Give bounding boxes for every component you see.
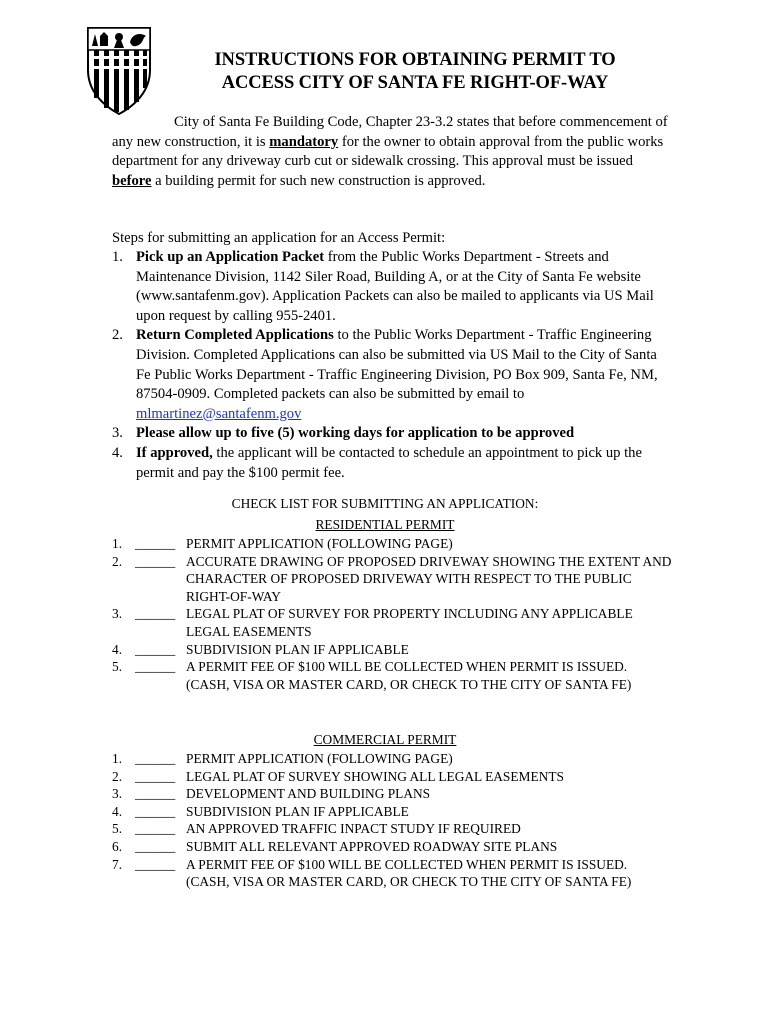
intro-text-1: City of Santa Fe Building Code, Chapter 23-3.2 states that before commencement of any new construction, it is [112, 114, 668, 150]
checklist-item [112, 553, 672, 606]
step-number: 4. [112, 444, 123, 461]
commercial-checklist [112, 750, 672, 891]
item-number: 3. [112, 606, 123, 622]
checkbox-blank: ______ [135, 553, 176, 569]
step-item [112, 424, 672, 444]
step-text: from the Public Works Department - Streets and Maintenance Division, 1142 Siler Road, Building A, or at the City of Santa Fe website (www.santafenm.gov). Application Packets can also be mailed to applicants via US Mail upon request by calling 955-2401. [136, 249, 654, 324]
checklist-item [112, 535, 672, 553]
intro-text-3: a building permit for such new construction is approved. [151, 172, 486, 189]
item-text: AN APPROVED TRAFFIC INPACT STUDY IF REQUIRED [186, 821, 521, 837]
step-number: 2. [112, 327, 123, 344]
item-text: PERMIT APPLICATION (FOLLOWING PAGE) [186, 536, 453, 551]
intro-before: before [112, 172, 152, 189]
step-bold: If approved, [136, 444, 213, 461]
step-item [112, 444, 672, 483]
item-number: 1. [112, 751, 123, 766]
checkbox-blank: ______ [135, 606, 176, 622]
checklist-item [112, 750, 672, 768]
item-number: 2. [112, 553, 123, 569]
intro-mandatory: mandatory [269, 133, 339, 150]
commercial-heading: COMMERCIAL PERMIT [313, 732, 457, 747]
item-number: 5. [112, 821, 123, 837]
checklist-item [112, 803, 672, 821]
checkbox-blank: ______ [135, 641, 176, 657]
checklist-heading: CHECK LIST FOR SUBMITTING AN APPLICATION: [231, 496, 539, 511]
checklist-item [112, 768, 672, 786]
item-text: ACCURATE DRAWING OF PROPOSED DRIVEWAY SHOWING THE EXTENT AND CHARACTER OF PROPOSED DRIVEWAY WITH RESPECT TO THE PUBLIC RIGHT-OF-WAY [186, 553, 672, 604]
item-number: 1. [112, 536, 123, 551]
item-text: SUBMIT ALL RELEVANT APPROVED ROADWAY SITE PLANS [186, 838, 558, 854]
step-text: the applicant will be contacted to schedule an appointment to pick up the permit and pay the $100 permit fee. [136, 444, 642, 481]
item-text: A PERMIT FEE OF $100 WILL BE COLLECTED WHEN PERMIT IS ISSUED. (CASH, VISA OR MASTER CARD, OR CHECK TO THE CITY OF SANTA FE) [186, 856, 632, 890]
step-item [112, 326, 672, 424]
title-line-1: INSTRUCTIONS FOR OBTAINING PERMIT TO [214, 50, 616, 70]
checklist-item [112, 658, 672, 693]
steps-list [112, 248, 672, 483]
item-number: 7. [112, 856, 123, 872]
item-text: LEGAL PLAT OF SURVEY FOR PROPERTY INCLUDING ANY APPLICABLE LEGAL EASEMENTS [186, 606, 633, 639]
checkbox-blank: ______ [135, 786, 176, 802]
city-seal-logo [86, 26, 152, 116]
item-number: 5. [112, 659, 123, 675]
item-number: 2. [112, 768, 123, 784]
step-bold: Please allow up to five (5) working days for application to be approved [136, 425, 575, 442]
checkbox-blank: ______ [135, 838, 176, 854]
checkbox-blank: ______ [135, 821, 176, 837]
checkbox-blank: ______ [135, 768, 176, 784]
checkbox-blank: ______ [135, 536, 176, 551]
step-bold: Return Completed Applications [136, 327, 334, 344]
step-number: 1. [112, 249, 123, 265]
checkbox-blank: ______ [135, 659, 176, 675]
item-text: DEVELOPMENT AND BUILDING PLANS [186, 786, 431, 802]
checkbox-blank: ______ [135, 751, 176, 766]
step-bold: Pick up an Application Packet [136, 249, 325, 265]
item-number: 4. [112, 803, 123, 819]
item-text: SUBDIVISION PLAN IF APPLICABLE [186, 641, 409, 657]
residential-heading: RESIDENTIAL PERMIT [315, 517, 455, 532]
intro-paragraph [112, 113, 672, 191]
step-number: 3. [112, 425, 123, 442]
step-text: to the Public Works Department - Traffic Engineering Division. Completed Applications can also be submitted via US Mail to the City of Santa Fe Public Works Department - Traffic Engineering Division, PO Box 909, Santa Fe, NM, 87504-0909. Completed packets can also be submitted by email to [136, 327, 658, 403]
checklist-item [112, 605, 672, 640]
checklist-item [112, 641, 672, 659]
email-link[interactable]: mlmartinez@santafenm.gov [136, 405, 302, 422]
item-number: 6. [112, 838, 123, 854]
title-line-2: ACCESS CITY OF SANTA FE RIGHT-OF-WAY [221, 73, 609, 93]
item-number: 4. [112, 641, 123, 657]
steps-intro: Steps for submitting an application for an Access Permit: [112, 230, 446, 246]
item-text: A PERMIT FEE OF $100 WILL BE COLLECTED WHEN PERMIT IS ISSUED. (CASH, VISA OR MASTER CARD, OR CHECK TO THE CITY OF SANTA FE) [186, 659, 632, 692]
step-item [112, 248, 672, 326]
checklist-item [112, 838, 672, 856]
residential-checklist [112, 535, 672, 693]
checklist-item [112, 820, 672, 838]
checkbox-blank: ______ [135, 856, 176, 872]
item-number: 3. [112, 786, 123, 802]
item-text: SUBDIVISION PLAN IF APPLICABLE [186, 803, 409, 819]
item-text: PERMIT APPLICATION (FOLLOWING PAGE) [186, 751, 453, 766]
checkbox-blank: ______ [135, 803, 176, 819]
intro-text-2: for the owner to obtain approval from the public works department for any driveway curb cut or sidewalk crossing. This approval must be issued [112, 133, 664, 170]
item-text: LEGAL PLAT OF SURVEY SHOWING ALL LEGAL EASEMENTS [186, 768, 564, 784]
checklist-item [112, 856, 672, 891]
page-title [150, 49, 680, 95]
checklist-item [112, 785, 672, 803]
